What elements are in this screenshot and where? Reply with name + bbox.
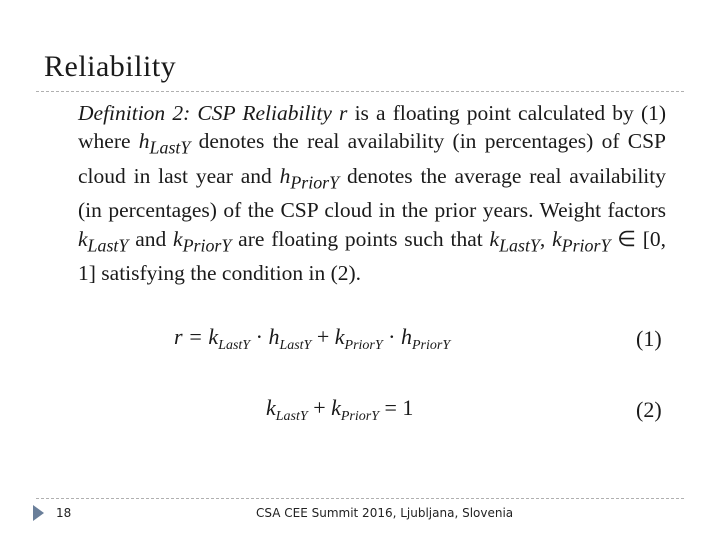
var-k-prior-2: k [552,226,562,251]
eq1-dot2: · [388,324,396,349]
sub-lasty-3: LastY [499,235,540,256]
eq2-k2: k [331,395,341,420]
equation-1 [174,324,450,354]
eq1-h1: h [268,324,280,349]
eq2-equals: = [384,395,397,420]
eq1-k2: k [334,324,345,349]
definition-text-3: denotes the average real availability (in percentages) of the CSP cloud in the prior years. Weight factors [78,163,666,223]
eq1-sub1: LastY [218,338,251,353]
definition-paragraph: Definition 2: CSP Reliability r is a floating point calculated by (1) where $h_{LastY}$ denotes the real availability (in percentages) of CSP cloud in last year and $h_{PriorY}$ denotes the average real availability (in percentages) of the CSP cloud in the prior years. Weight factors $k_{LastY}$ and $k_{PriorY}$ are floating points such that $k_{LastY}$, $k_{PriorY}$ ∈ [0, 1] satisfying the condition in (2). [78,101,667,286]
definition-and: and [135,226,167,251]
definition-term: CSP Reliability [197,101,332,125]
eq1-plus: + [316,324,330,349]
var-k-last-2: k [489,226,500,251]
definition-text-2: denotes the real availability (in percentages) of CSP cloud in last year and [78,129,667,188]
footer-divider [36,498,684,499]
definition-text-5: satisfying the condition in (2). [101,261,362,286]
eq1-k1: k [208,324,219,349]
eq1-h2: h [401,324,412,349]
equation-2-label: (2) [636,397,662,422]
equation-1-label: (1) [636,326,662,351]
eq1-sub3: PriorY [344,338,383,353]
eq2-k1: k [266,395,276,420]
eq1-lhs: r = [174,324,203,349]
definition-text-1: is a floating point calculated by (1) where [78,101,667,154]
sub-lasty-1: LastY [149,137,191,158]
sub-lasty-2: LastY [87,235,129,256]
var-k-prior: k [173,226,183,251]
var-h-last: h [138,129,150,154]
definition-label: Definition 2: [78,101,191,125]
sub-priory-1: PriorY [290,172,340,193]
definition-interval: ∈ [0, 1] [78,226,667,286]
var-h-prior: h [279,163,291,188]
eq1-sub4: PriorY [412,338,451,353]
eq2-sub2: PriorY [340,409,379,424]
sub-priory-2: PriorY [182,235,232,256]
eq2-plus: + [313,395,326,420]
equation-2 [266,395,413,425]
triangle-bullet-icon [33,505,44,521]
footer-event: CSA CEE Summit 2016, Ljubljana, Slovenia [256,506,514,520]
eq1-dot1: · [255,324,263,349]
eq1-sub2: LastY [279,338,312,353]
eq2-one: 1 [402,395,414,420]
var-k-last: k [78,226,88,251]
title-divider [36,91,684,92]
eq2-sub1: LastY [275,409,308,424]
definition-text-4: are floating points such that [238,226,483,251]
page-number: 18 [56,506,72,520]
slide-title: Reliability [44,50,177,83]
var-r: r [339,101,348,125]
sub-priory-3: PriorY [561,235,611,256]
